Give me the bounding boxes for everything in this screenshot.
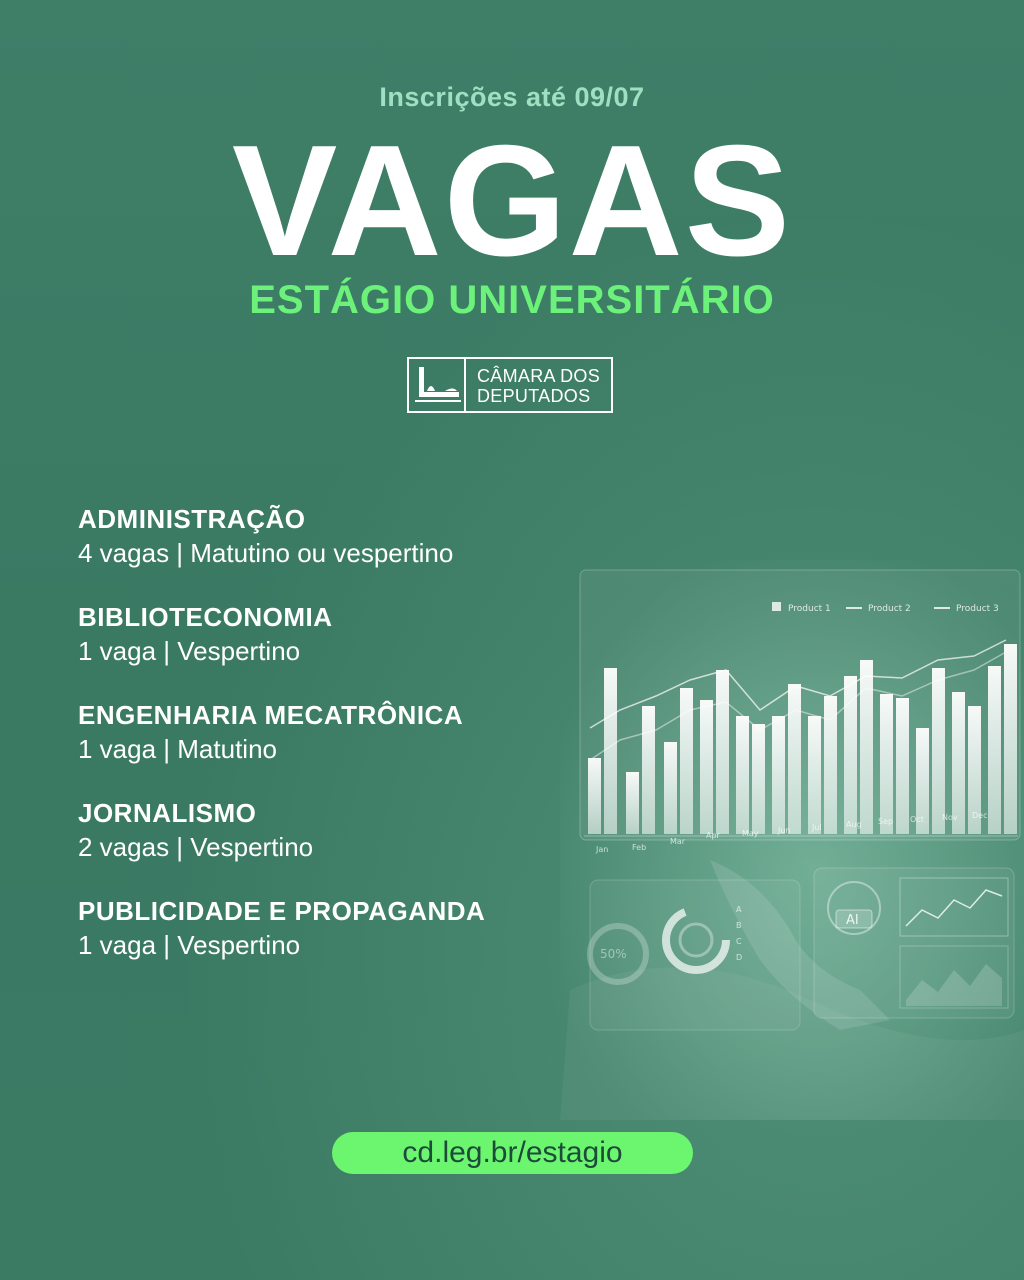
legend-product-2: Product 2 (868, 604, 911, 614)
camara-building-icon (409, 359, 467, 411)
legend-product-3: Product 3 (956, 604, 999, 614)
job-title: ADMINISTRAÇÃO (78, 504, 306, 534)
logo-wordmark (477, 366, 613, 406)
camara-logo (407, 357, 613, 413)
month-label: Apr (706, 831, 720, 840)
job-item (78, 895, 598, 963)
job-detail: 1 vaga | Vespertino (78, 636, 301, 666)
option-label: A (736, 905, 742, 914)
headline: VAGAS (231, 113, 793, 289)
job-title: JORNALISMO (78, 798, 257, 828)
job-item (78, 699, 598, 767)
job-title: BIBLIOTECONOMIA (78, 602, 333, 632)
deadline-text: Inscrições até 09/07 (379, 82, 645, 112)
month-label: Feb (632, 843, 647, 852)
month-label: Sep (878, 817, 894, 826)
job-item (78, 601, 598, 669)
month-label: Aug (846, 820, 862, 829)
legend-product-1: Product 1 (788, 604, 831, 614)
job-detail: 2 vagas | Vespertino (78, 832, 314, 862)
legend-swatch-1 (772, 602, 781, 611)
month-label: Jan (596, 845, 609, 854)
logo-line-2: DEPUTADOS (477, 386, 591, 406)
job-item (78, 503, 598, 571)
month-label: Dec (972, 811, 988, 820)
job-detail: 4 vagas | Matutino ou vespertino (78, 538, 454, 568)
gauge-value: 50% (600, 947, 627, 961)
website-link[interactable]: cd.leg.br/estagio (332, 1132, 693, 1174)
analytics-dashboard-illustration (560, 560, 1024, 1120)
month-label: Nov (942, 813, 958, 822)
job-title: ENGENHARIA MECATRÔNICA (78, 700, 464, 730)
ai-badge: AI (846, 913, 859, 928)
month-label: Jul (812, 823, 822, 832)
option-label: D (736, 953, 743, 962)
month-label: Mar (670, 837, 686, 846)
job-title: PUBLICIDADE E PROPAGANDA (78, 896, 486, 926)
job-detail: 1 vaga | Vespertino (78, 930, 301, 960)
logo-line-1: CÂMARA DOS (477, 366, 601, 386)
month-label: May (742, 829, 759, 838)
job-list (78, 503, 598, 993)
month-label: Oct (910, 815, 924, 824)
option-label: B (736, 921, 742, 930)
option-label: C (736, 937, 742, 946)
job-item (78, 797, 598, 865)
month-label: Jun (778, 826, 791, 835)
subheadline: ESTÁGIO UNIVERSITÁRIO (249, 278, 775, 322)
job-detail: 1 vaga | Matutino (78, 734, 277, 764)
